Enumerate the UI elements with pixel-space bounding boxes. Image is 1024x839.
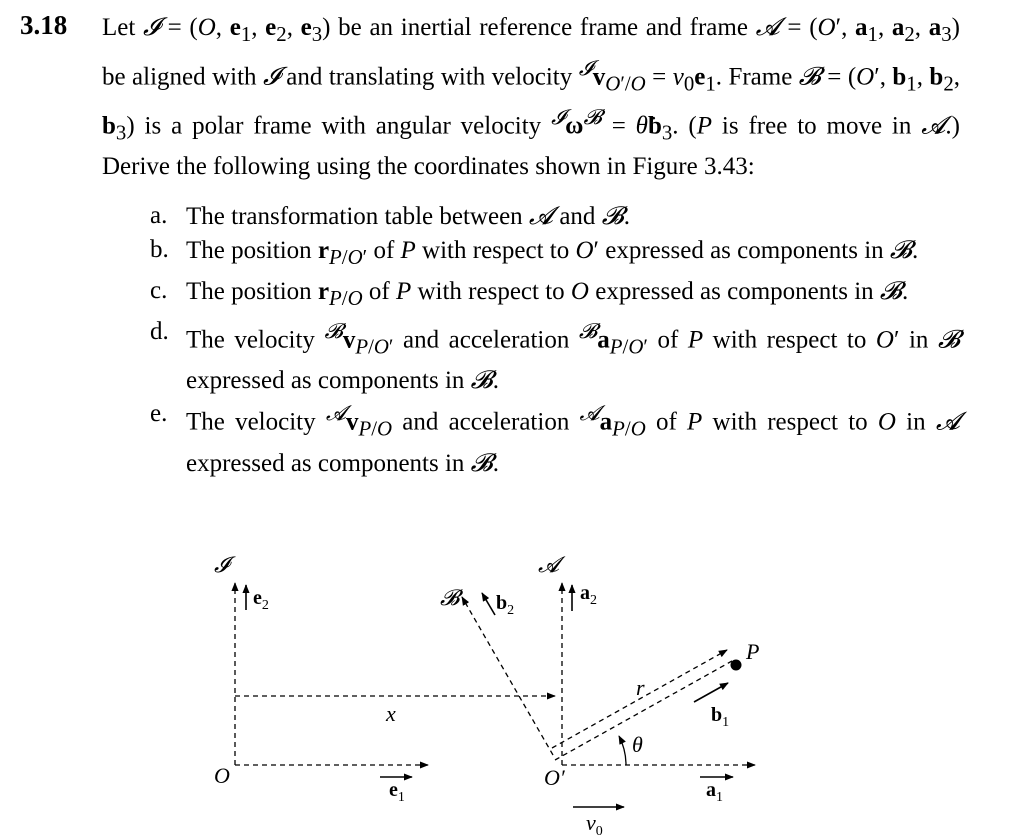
frame-diagram	[0, 545, 1024, 839]
label-o: O	[214, 763, 230, 788]
label-frame-i: 𝓘	[214, 552, 229, 577]
point-p	[731, 660, 742, 671]
label-p: P	[746, 639, 760, 664]
label-a2: $a_2$	[580, 582, 597, 608]
list-item: b. The position $r_{P/O'}$ of P with respect to O′ expressed as components in 𝓑.	[150, 235, 919, 269]
list-item: c. The position $r_{P/O}$ of P with respect to O expressed as components in 𝓑.	[150, 276, 909, 310]
label-a1: $a_1$	[706, 779, 723, 805]
label-o-prime: O′	[544, 765, 565, 790]
list-item: e. The velocity $^𝓐v_{P/O}$ and acceleration $^𝓐a_{P/O}$ of P with respect to O in 𝓐 expressed as components in 𝓑.	[150, 400, 960, 477]
b-frame-b2-axis	[462, 597, 553, 755]
label-theta: θ	[632, 732, 643, 757]
theta-arc	[619, 736, 626, 765]
label-b1: $b_1$	[711, 704, 730, 730]
label-frame-b: 𝓑	[440, 585, 460, 610]
list-item: a. The transformation table between 𝓐 and 𝓑.	[150, 201, 630, 230]
label-b2: $b_2$	[496, 592, 515, 618]
b2-arrow	[482, 593, 495, 615]
problem-statement: Let 𝓘 = (O, $e_1$, $e_2$, $e_3$) be an inertial reference frame and frame 𝓐 = (O′, $a_1$, $a_2$, $a_3$) be aligned with 𝓘 and translating with velocity $^𝓘v_{O'/O} = v_0e_1$. Frame 𝓑 = (O′, $b_1$, $b_2$, $b_3$) is a polar frame with angular velocity $^𝓘\omega^𝓑$ = $\thetȧb_3$. (P is free to move in 𝓐.) Derive the following using the coordinates shown in Figure 3.43:	[102, 12, 960, 180]
problem-number: 3.18	[20, 10, 68, 40]
label-v0: $v_0$	[586, 810, 603, 839]
label-r: r	[636, 675, 645, 700]
label-frame-a: 𝓐	[538, 552, 560, 577]
label-e2: $e_2$	[253, 587, 269, 613]
label-x: x	[386, 701, 396, 726]
label-e1: $e_1$	[389, 779, 405, 805]
parts-list	[150, 199, 960, 480]
b1-arrow	[694, 683, 728, 702]
list-item: d. The velocity $^𝓑v_{P/O'}$ and acceleration $^𝓑a_{P/O'}$ of P with respect to O′ in 𝓑 expressed as components in 𝓑.	[150, 318, 961, 395]
